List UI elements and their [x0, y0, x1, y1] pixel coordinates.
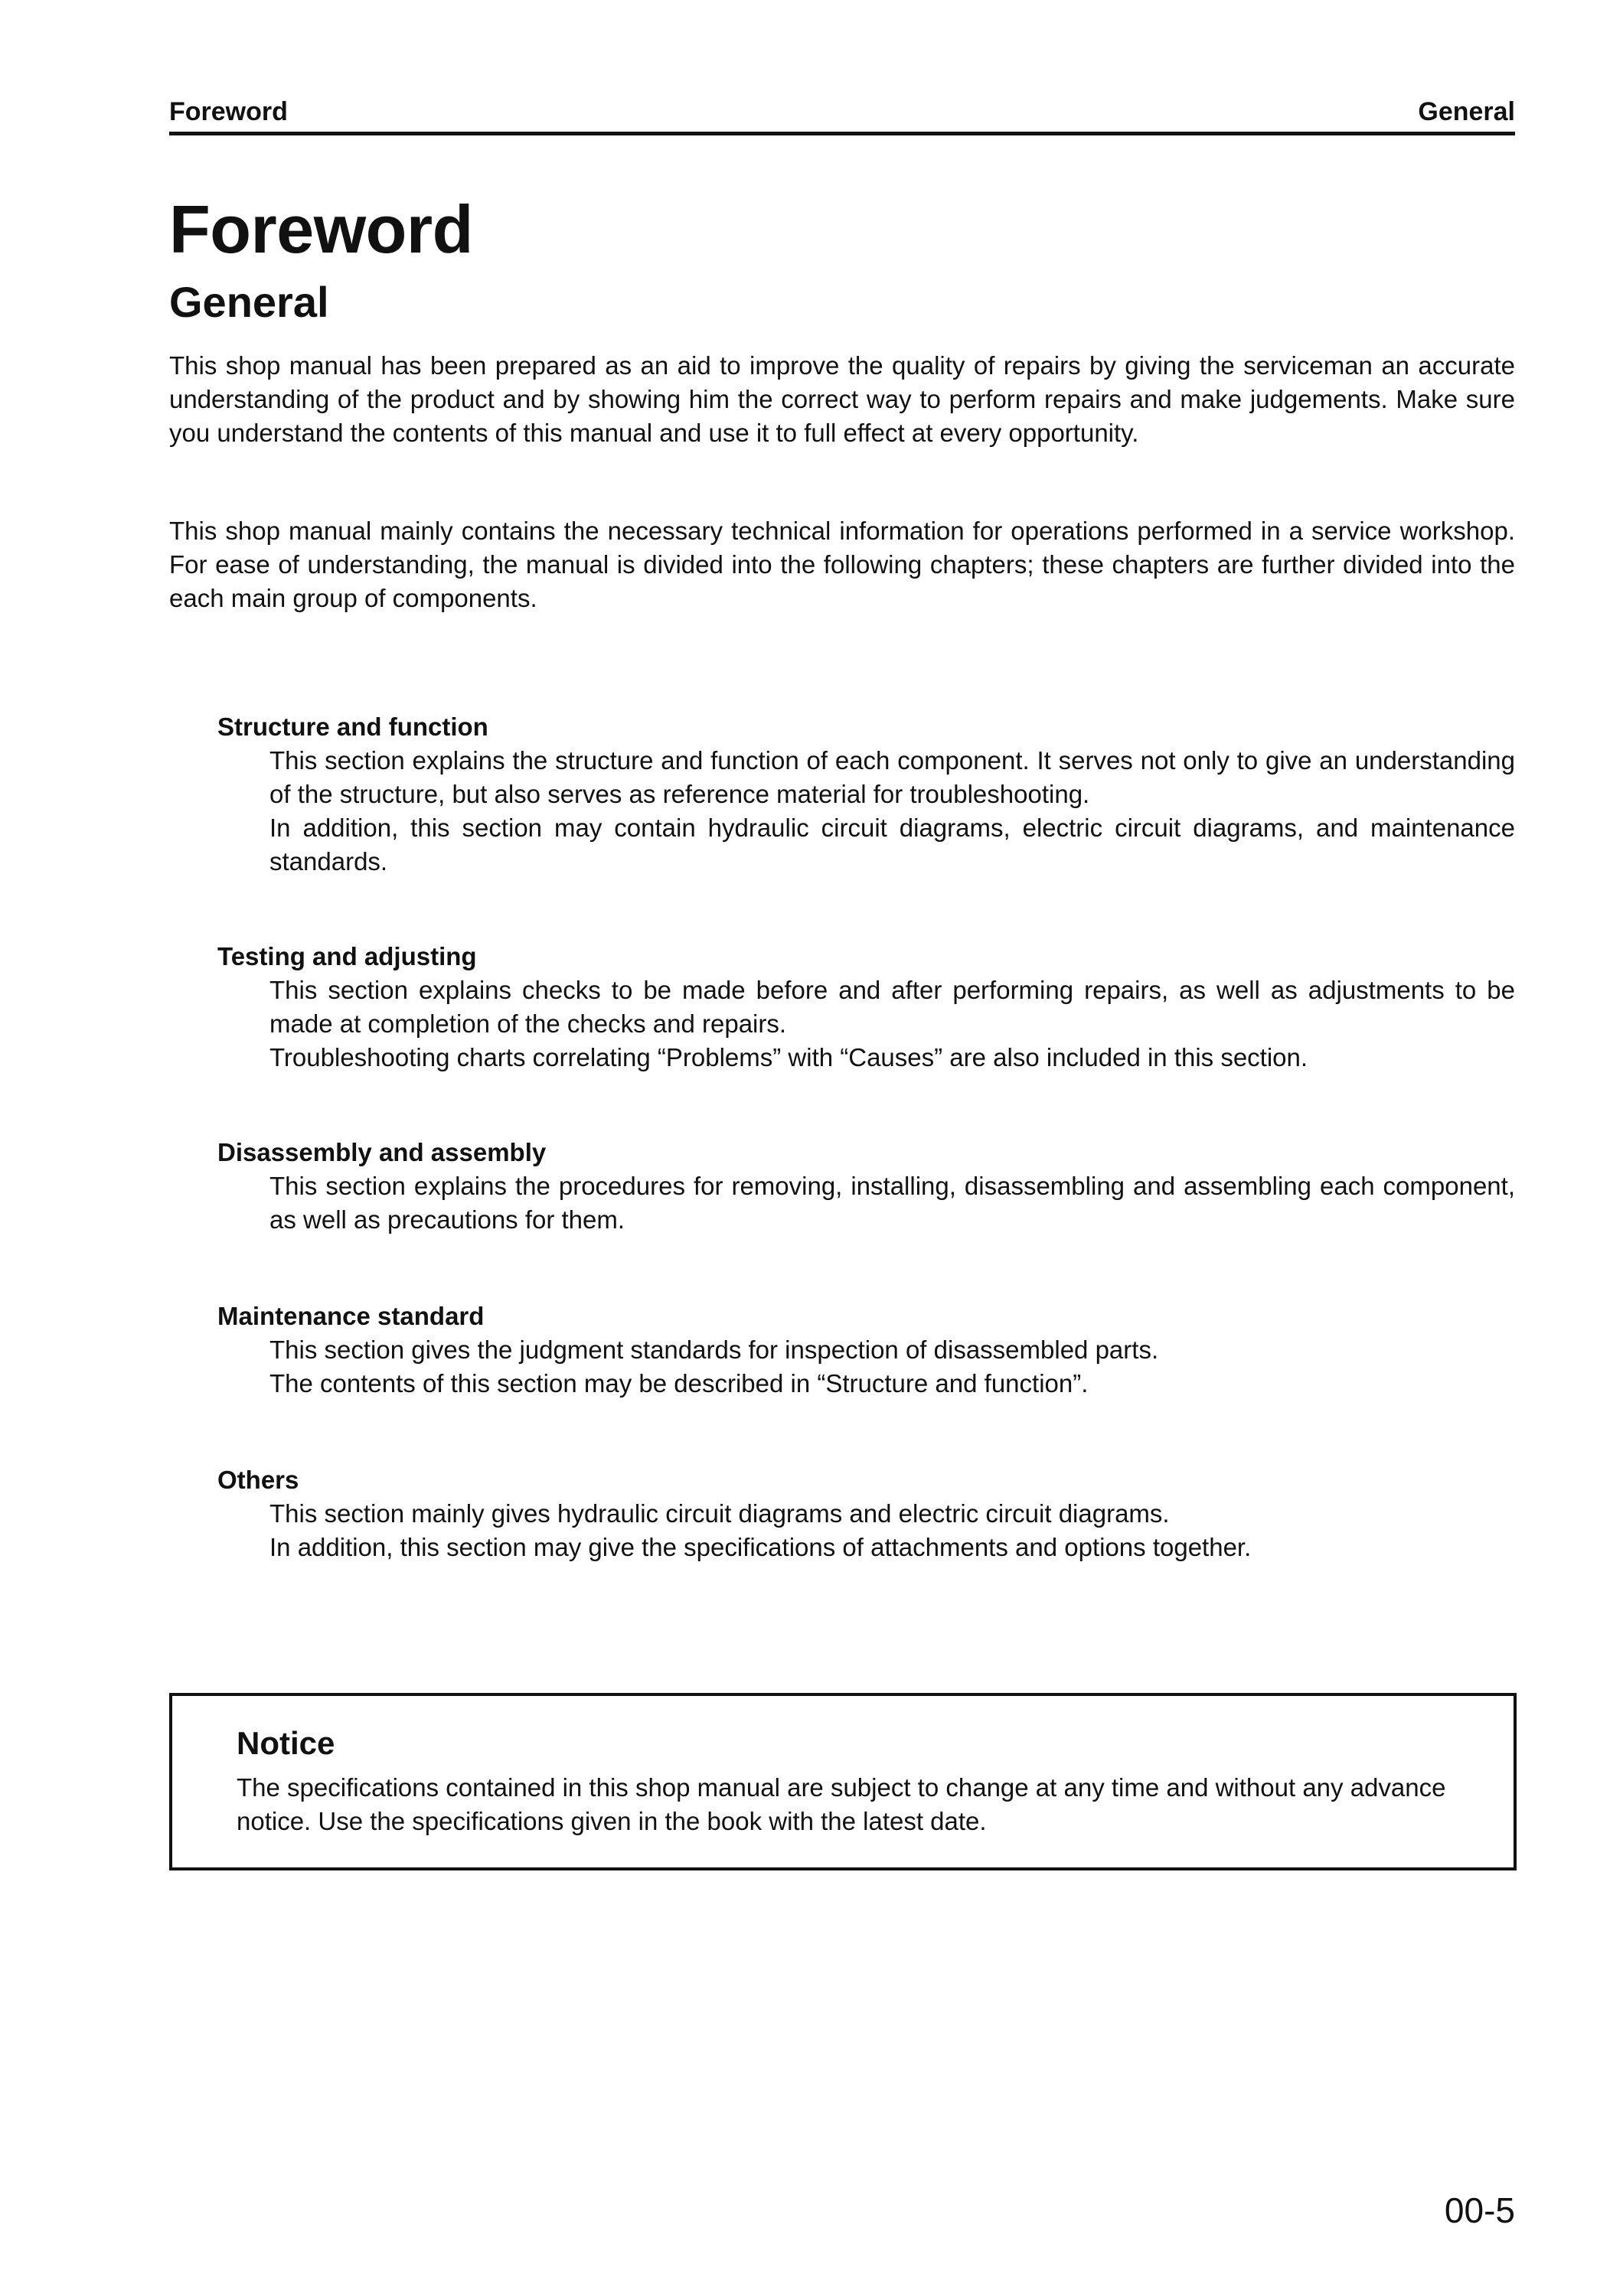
section-text: Troubleshooting charts correlating “Problems” with “Causes” are also included in this section. — [269, 1043, 1308, 1071]
page-subtitle: General — [169, 278, 329, 326]
notice-box — [169, 1693, 1517, 1870]
header-chapter: Foreword — [169, 97, 288, 126]
page-number: 00-5 — [1444, 2190, 1515, 2230]
header-section: General — [1418, 97, 1515, 126]
section-structure-and-function — [217, 710, 1515, 879]
page-title: Foreword — [169, 191, 473, 267]
intro-paragraph: This shop manual has been prepared as an aid to improve the quality of repairs by giving the serviceman an accurate understanding of the product and by showing him the correct way to perform repairs and make judgements. Make sure you understand the contents of this manual and use it to full effect at every opportunity. — [169, 351, 1515, 447]
section-text: In addition, this section may give the specifications of attachments and options together. — [269, 1533, 1252, 1561]
section-heading: Disassembly and assembly — [217, 1138, 547, 1166]
section-heading: Maintenance standard — [217, 1302, 485, 1330]
section-heading: Testing and adjusting — [217, 942, 477, 970]
notice-title: Notice — [237, 1725, 335, 1761]
running-header — [169, 96, 1515, 135]
section-text: This section explains the structure and function of each component. It serves not only to give an understanding of the structure, but also serves as reference material for troubleshooting. — [269, 746, 1515, 808]
section-text: This section gives the judgment standards for inspection of disassembled parts. — [269, 1336, 1159, 1364]
section-heading: Structure and function — [217, 713, 488, 741]
section-heading: Others — [217, 1466, 299, 1494]
section-others — [217, 1463, 1515, 1564]
section-text: In addition, this section may contain hydraulic circuit diagrams, electric circuit diagrams, and maintenance standards. — [269, 814, 1515, 876]
section-testing-and-adjusting — [217, 940, 1515, 1075]
section-text: The contents of this section may be described in “Structure and function”. — [269, 1369, 1089, 1397]
chapters-paragraph: This shop manual mainly contains the necessary technical information for operations performed in a service workshop. For ease of understanding, the manual is divided into the following chapters; these chapters are further divided into the each main group of components. — [169, 517, 1515, 612]
notice-text: The specifications contained in this shop manual are subject to change at any time and without any advance notice. Use the specifications given in the book with the latest date. — [237, 1773, 1446, 1835]
section-text: This section explains checks to be made before and after performing repairs, as well as adjustments to be made at completion of the checks and repairs. — [269, 976, 1515, 1038]
section-maintenance-standard — [217, 1300, 1515, 1401]
section-text: This section mainly gives hydraulic circuit diagrams and electric circuit diagrams. — [269, 1499, 1170, 1528]
section-disassembly-and-assembly — [217, 1136, 1515, 1237]
section-text: This section explains the procedures for removing, installing, disassembling and assembling each component, as well as precautions for them. — [269, 1172, 1515, 1234]
